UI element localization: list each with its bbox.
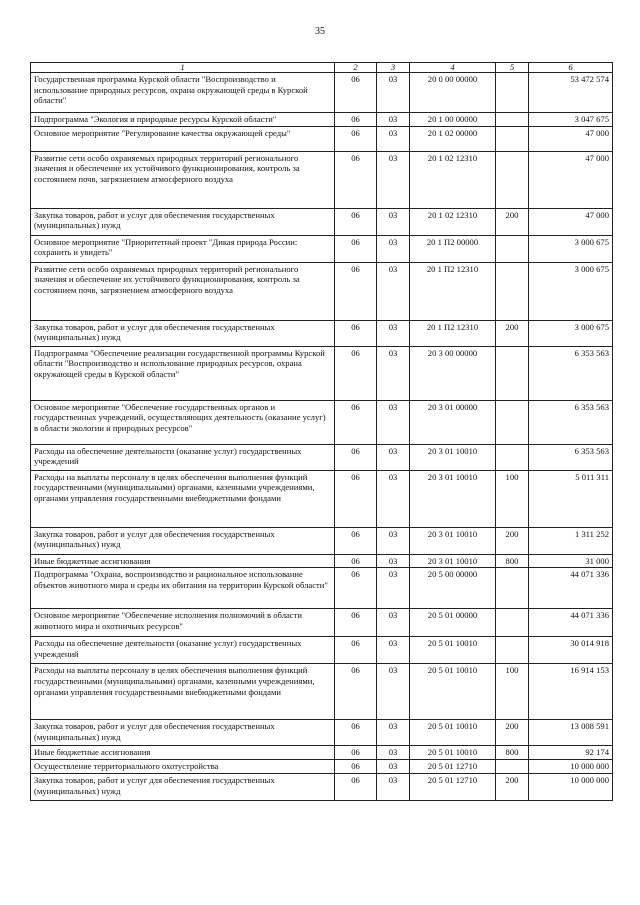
row-section-cell: 06 — [335, 760, 377, 774]
row-section-cell: 06 — [335, 444, 377, 470]
column-header-5: 5 — [496, 63, 529, 73]
row-amount-cell: 13 008 591 — [529, 720, 613, 746]
row-amount-cell: 16 914 153 — [529, 664, 613, 720]
table-row — [31, 262, 613, 320]
row-amount-cell: 53 472 574 — [529, 73, 613, 113]
table-row — [31, 664, 613, 720]
row-section-cell: 06 — [335, 320, 377, 346]
row-subsection-cell: 03 — [377, 568, 410, 609]
row-section-cell: 06 — [335, 773, 377, 800]
row-name-cell: Основное мероприятие "Регулирование качества окружающей среды" — [31, 126, 335, 151]
row-section-cell: 06 — [335, 346, 377, 400]
row-subsection-cell: 03 — [377, 609, 410, 637]
budget-table — [30, 62, 613, 801]
row-section-cell: 06 — [335, 554, 377, 568]
row-section-cell: 06 — [335, 568, 377, 609]
row-target-article-cell: 20 5 01 10010 — [410, 746, 496, 760]
row-name-cell: Закупка товаров, работ и услуг для обеспечения государственных (муниципальных) нужд — [31, 527, 335, 554]
row-expense-type-cell: 200 — [496, 720, 529, 746]
row-expense-type-cell — [496, 637, 529, 664]
row-subsection-cell: 03 — [377, 637, 410, 664]
row-name-cell: Государственная программа Курской области "Воспроизводство и использование природных ресурсов, охрана окружающей среды в Курской области" — [31, 73, 335, 113]
row-target-article-cell: 20 3 00 00000 — [410, 346, 496, 400]
row-amount-cell: 3 047 675 — [529, 113, 613, 127]
table-row — [31, 568, 613, 609]
row-expense-type-cell — [496, 444, 529, 470]
row-expense-type-cell — [496, 151, 529, 208]
table-row — [31, 126, 613, 151]
row-target-article-cell: 20 1 П2 12310 — [410, 320, 496, 346]
row-subsection-cell: 03 — [377, 773, 410, 800]
table-body — [31, 73, 613, 801]
row-subsection-cell: 03 — [377, 320, 410, 346]
row-amount-cell: 3 000 675 — [529, 320, 613, 346]
row-name-cell: Иные бюджетные ассигнования — [31, 746, 335, 760]
row-amount-cell: 5 011 311 — [529, 470, 613, 527]
row-expense-type-cell — [496, 609, 529, 637]
row-subsection-cell: 03 — [377, 470, 410, 527]
row-subsection-cell: 03 — [377, 346, 410, 400]
row-subsection-cell: 03 — [377, 262, 410, 320]
table-row — [31, 760, 613, 774]
row-section-cell: 06 — [335, 151, 377, 208]
row-target-article-cell: 20 1 02 00000 — [410, 126, 496, 151]
row-expense-type-cell — [496, 346, 529, 400]
row-name-cell: Подпрограмма "Охрана, воспроизводство и рациональное использование объектов животного мира и среды их обитания на территории Курской области" — [31, 568, 335, 609]
row-subsection-cell: 03 — [377, 400, 410, 444]
row-subsection-cell: 03 — [377, 527, 410, 554]
row-target-article-cell: 20 5 01 10010 — [410, 664, 496, 720]
row-amount-cell: 47 000 — [529, 126, 613, 151]
row-section-cell: 06 — [335, 470, 377, 527]
row-target-article-cell: 20 3 01 10010 — [410, 554, 496, 568]
row-target-article-cell: 20 1 П2 00000 — [410, 235, 496, 262]
row-expense-type-cell — [496, 235, 529, 262]
column-header-1: 1 — [31, 63, 335, 73]
row-target-article-cell: 20 5 01 10010 — [410, 637, 496, 664]
row-name-cell: Расходы на выплаты персоналу в целях обеспечения выполнения функций государственными (муниципальными) органами, казенными учреждениями, органами управления государственными внебюджетными фондами — [31, 664, 335, 720]
row-subsection-cell: 03 — [377, 746, 410, 760]
row-target-article-cell: 20 1 П2 12310 — [410, 262, 496, 320]
row-expense-type-cell — [496, 73, 529, 113]
row-name-cell: Основное мероприятие "Обеспечение исполнения полномочий в области животного мира и охотничьих ресурсов" — [31, 609, 335, 637]
row-subsection-cell: 03 — [377, 151, 410, 208]
table-row — [31, 73, 613, 113]
row-amount-cell: 92 174 — [529, 746, 613, 760]
table-row — [31, 151, 613, 208]
row-subsection-cell: 03 — [377, 664, 410, 720]
row-name-cell: Закупка товаров, работ и услуг для обеспечения государственных (муниципальных) нужд — [31, 720, 335, 746]
row-target-article-cell: 20 1 02 12310 — [410, 208, 496, 235]
row-name-cell: Развитие сети особо охраняемых природных территорий регионального значения и обеспечение их устойчивого функционирования, контроль за состоянием почв, загрязнением атмосферного воздуха — [31, 262, 335, 320]
row-expense-type-cell: 200 — [496, 208, 529, 235]
row-amount-cell: 1 311 252 — [529, 527, 613, 554]
row-name-cell: Закупка товаров, работ и услуг для обеспечения государственных (муниципальных) нужд — [31, 773, 335, 800]
row-subsection-cell: 03 — [377, 760, 410, 774]
row-amount-cell: 6 353 563 — [529, 346, 613, 400]
row-amount-cell: 31 000 — [529, 554, 613, 568]
table-row — [31, 470, 613, 527]
page-number: 35 — [315, 26, 325, 37]
row-subsection-cell: 03 — [377, 235, 410, 262]
row-target-article-cell: 20 1 02 12310 — [410, 151, 496, 208]
row-target-article-cell: 20 3 01 10010 — [410, 527, 496, 554]
row-target-article-cell: 20 3 01 00000 — [410, 400, 496, 444]
table-row — [31, 527, 613, 554]
row-expense-type-cell — [496, 568, 529, 609]
row-expense-type-cell — [496, 400, 529, 444]
row-subsection-cell: 03 — [377, 554, 410, 568]
row-name-cell: Расходы на обеспечение деятельности (оказание услуг) государственных учреждений — [31, 637, 335, 664]
row-section-cell: 06 — [335, 637, 377, 664]
table-row — [31, 637, 613, 664]
row-subsection-cell: 03 — [377, 208, 410, 235]
row-amount-cell: 3 000 675 — [529, 262, 613, 320]
row-expense-type-cell: 200 — [496, 527, 529, 554]
table-row — [31, 113, 613, 127]
row-name-cell: Подпрограмма "Экология и природные ресурсы Курской области" — [31, 113, 335, 127]
column-header-2: 2 — [335, 63, 377, 73]
table-row — [31, 235, 613, 262]
table-row — [31, 320, 613, 346]
row-name-cell: Расходы на выплаты персоналу в целях обеспечения выполнения функций государственными (муниципальными) органами, казенными учреждениями, органами управления государственными внебюджетными фондами — [31, 470, 335, 527]
row-expense-type-cell — [496, 262, 529, 320]
table-row — [31, 346, 613, 400]
column-header-6: 6 — [529, 63, 613, 73]
row-amount-cell: 10 000 000 — [529, 773, 613, 800]
row-section-cell: 06 — [335, 73, 377, 113]
row-section-cell: 06 — [335, 126, 377, 151]
row-expense-type-cell: 200 — [496, 773, 529, 800]
row-target-article-cell: 20 1 00 00000 — [410, 113, 496, 127]
table-row — [31, 720, 613, 746]
row-name-cell: Закупка товаров, работ и услуг для обеспечения государственных (муниципальных) нужд — [31, 320, 335, 346]
row-section-cell: 06 — [335, 609, 377, 637]
row-amount-cell: 30 014 918 — [529, 637, 613, 664]
row-target-article-cell: 20 0 00 00000 — [410, 73, 496, 113]
row-expense-type-cell — [496, 113, 529, 127]
row-section-cell: 06 — [335, 527, 377, 554]
table-row — [31, 444, 613, 470]
row-amount-cell: 44 071 336 — [529, 609, 613, 637]
row-amount-cell: 3 000 675 — [529, 235, 613, 262]
row-expense-type-cell: 800 — [496, 554, 529, 568]
row-section-cell: 06 — [335, 262, 377, 320]
row-amount-cell: 6 353 563 — [529, 444, 613, 470]
row-section-cell: 06 — [335, 400, 377, 444]
row-name-cell: Подпрограмма "Обеспечение реализации государственной программы Курской области "Воспроизводство и использование природных ресурсов, охрана окружающей среды в Курской области" — [31, 346, 335, 400]
table-row — [31, 208, 613, 235]
row-subsection-cell: 03 — [377, 113, 410, 127]
row-section-cell: 06 — [335, 235, 377, 262]
row-section-cell: 06 — [335, 208, 377, 235]
table-row — [31, 609, 613, 637]
row-subsection-cell: 03 — [377, 126, 410, 151]
table-row — [31, 554, 613, 568]
row-name-cell: Основное мероприятие "Приоритетный проект "Дикая природа России: сохранить и увидеть" — [31, 235, 335, 262]
row-target-article-cell: 20 5 01 10010 — [410, 720, 496, 746]
row-amount-cell: 47 000 — [529, 151, 613, 208]
row-target-article-cell: 20 5 00 00000 — [410, 568, 496, 609]
row-subsection-cell: 03 — [377, 720, 410, 746]
row-section-cell: 06 — [335, 720, 377, 746]
column-header-3: 3 — [377, 63, 410, 73]
row-name-cell: Закупка товаров, работ и услуг для обеспечения государственных (муниципальных) нужд — [31, 208, 335, 235]
row-name-cell: Расходы на обеспечение деятельности (оказание услуг) государственных учреждений — [31, 444, 335, 470]
row-expense-type-cell: 800 — [496, 746, 529, 760]
row-target-article-cell: 20 5 01 12710 — [410, 760, 496, 774]
row-name-cell: Основное мероприятие "Обеспечение государственных органов и государственных учреждений, осуществляющих деятельность (оказание услуг) в области экологии и природных ресурсов" — [31, 400, 335, 444]
row-amount-cell: 10 000 000 — [529, 760, 613, 774]
row-section-cell: 06 — [335, 746, 377, 760]
row-section-cell: 06 — [335, 113, 377, 127]
row-amount-cell: 47 000 — [529, 208, 613, 235]
row-expense-type-cell: 200 — [496, 320, 529, 346]
row-name-cell: Развитие сети особо охраняемых природных территорий регионального значения и обеспечение их устойчивого функционирования, контроль за состоянием почв, загрязнением атмосферного воздуха — [31, 151, 335, 208]
row-target-article-cell: 20 5 01 12710 — [410, 773, 496, 800]
row-expense-type-cell: 100 — [496, 470, 529, 527]
row-name-cell: Иные бюджетные ассигнования — [31, 554, 335, 568]
row-target-article-cell: 20 3 01 10010 — [410, 470, 496, 527]
row-name-cell: Осуществление территориального охотустройства — [31, 760, 335, 774]
row-section-cell: 06 — [335, 664, 377, 720]
table-row — [31, 773, 613, 800]
column-header-4: 4 — [410, 63, 496, 73]
table-row — [31, 400, 613, 444]
row-expense-type-cell: 100 — [496, 664, 529, 720]
row-amount-cell: 44 071 336 — [529, 568, 613, 609]
row-subsection-cell: 03 — [377, 444, 410, 470]
row-expense-type-cell — [496, 126, 529, 151]
row-target-article-cell: 20 3 01 10010 — [410, 444, 496, 470]
table-header-row — [31, 63, 613, 73]
row-expense-type-cell — [496, 760, 529, 774]
row-amount-cell: 6 353 563 — [529, 400, 613, 444]
table-row — [31, 746, 613, 760]
row-subsection-cell: 03 — [377, 73, 410, 113]
row-target-article-cell: 20 5 01 00000 — [410, 609, 496, 637]
